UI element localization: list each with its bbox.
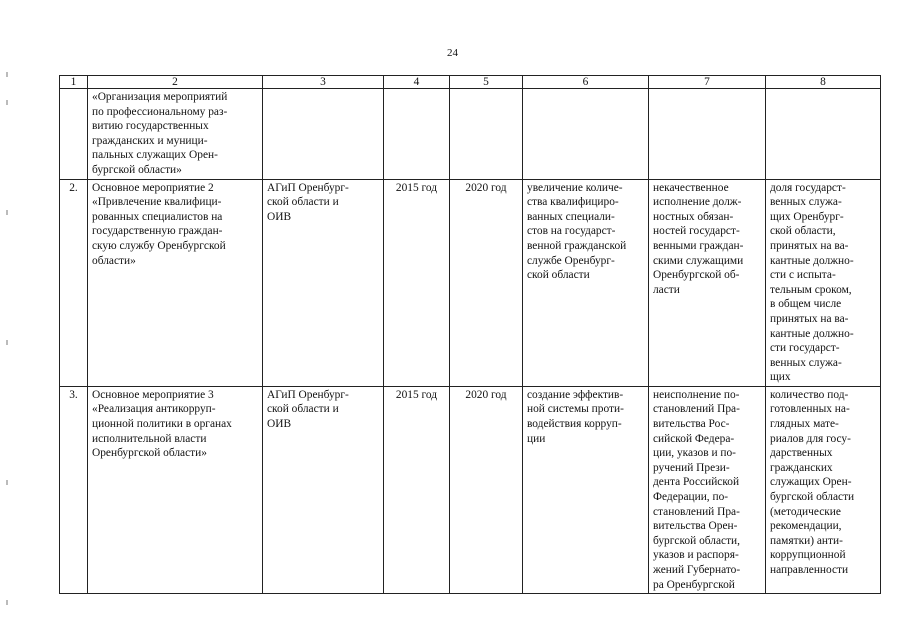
consequences-cell: некачественное исполнение долж- ностных обязан- ностей государст- венными граждан- скими служащими Оренбургской об- ласти — [649, 179, 766, 386]
column-header: 4 — [384, 76, 450, 89]
executor-cell: АГиП Оренбург- ской области и ОИВ — [263, 386, 384, 593]
column-header: 3 — [263, 76, 384, 89]
end-year-cell — [450, 89, 523, 180]
indicator-cell: доля государст- венных служа- щих Оренбург- ской области, принятых на ва- кантные должно- сти с испыта- тельным сроком, в общем числе принятых на ва- кантные должно- сти государст- венных служа- щих — [766, 179, 881, 386]
table-row — [60, 386, 881, 593]
end-year-cell: 2020 год — [450, 386, 523, 593]
executor-cell — [263, 89, 384, 180]
consequences-cell — [649, 89, 766, 180]
column-header: 1 — [60, 76, 88, 89]
start-year-cell: 2015 год — [384, 179, 450, 386]
end-year-cell: 2020 год — [450, 179, 523, 386]
row-number-cell — [60, 89, 88, 180]
column-header: 5 — [450, 76, 523, 89]
column-number-header-row — [60, 76, 881, 89]
consequences-cell: неисполнение по- становлений Пра- вительства Рос- сийской Федера- ции, указов и по- ручений Прези- дента Российской Федерации, по- становлений Пра- вительства Орен- бургской области, указов и распоря- жений Губернато- ра Оренбургской — [649, 386, 766, 593]
measure-name-cell: «Организация мероприятий по профессиональному раз- витию государственных гражданских и муници- пальных служащих Орен- бургской области» — [88, 89, 263, 180]
start-year-cell: 2015 год — [384, 386, 450, 593]
column-header: 7 — [649, 76, 766, 89]
expected-result-cell: увеличение количе- ства квалифициро- ванных специали- стов на государст- венной гражданской службе Оренбург- ской области — [523, 179, 649, 386]
start-year-cell — [384, 89, 450, 180]
page-number: 24 — [447, 47, 458, 59]
indicator-cell — [766, 89, 881, 180]
measure-name-cell: Основное мероприятие 2 «Привлечение квалифици- рованных специалистов на государственную граждан- скую службу Оренбургской области» — [88, 179, 263, 386]
column-header: 6 — [523, 76, 649, 89]
column-header: 2 — [88, 76, 263, 89]
measure-name-cell: Основное мероприятие 3 «Реализация антикорруп- ционной политики в органах исполнительной власти Оренбургской области» — [88, 386, 263, 593]
expected-result-cell: создание эффектив- ной системы проти- водействия корруп- ции — [523, 386, 649, 593]
executor-cell: АГиП Оренбург- ской области и ОИВ — [263, 179, 384, 386]
table-row — [60, 179, 881, 386]
scan-margin-marks — [6, 60, 10, 620]
indicator-cell: количество под- готовленных на- глядных мате- риалов для госу- дарственных гражданских служащих Орен- бургской области (методические рекомендации, памятки) анти- коррупционной направленности — [766, 386, 881, 593]
table-row — [60, 89, 881, 180]
measures-table — [59, 75, 881, 594]
expected-result-cell — [523, 89, 649, 180]
row-number-cell: 2. — [60, 179, 88, 386]
column-header: 8 — [766, 76, 881, 89]
row-number-cell: 3. — [60, 386, 88, 593]
